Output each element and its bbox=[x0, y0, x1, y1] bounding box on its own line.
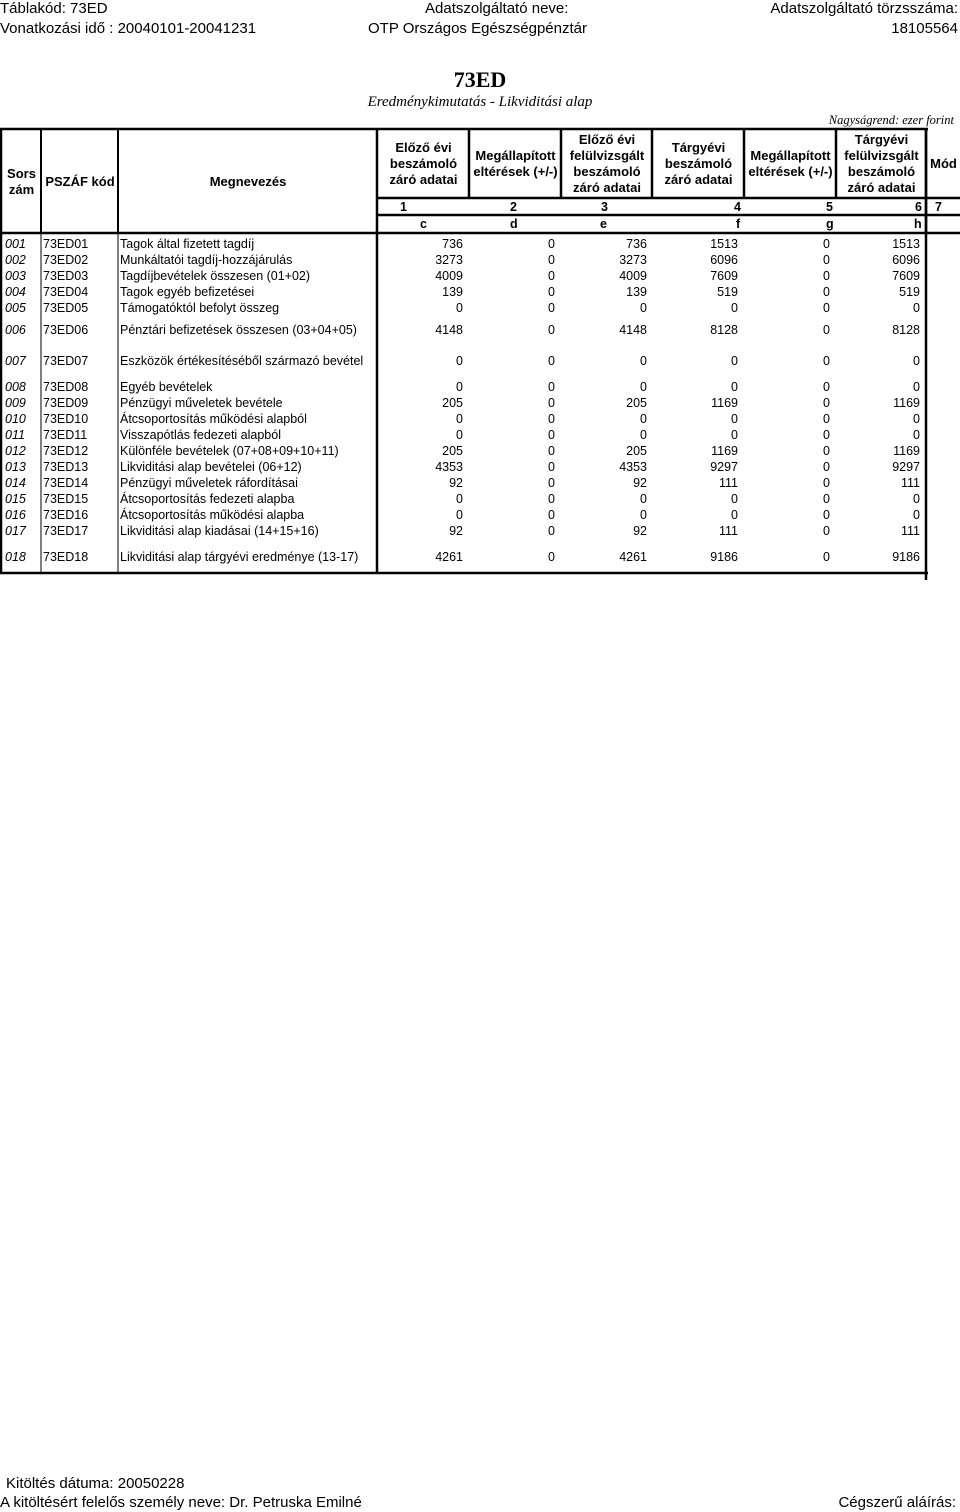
row-sorszam: 008 bbox=[5, 380, 26, 394]
row-megnevezes: Különféle bevételek (07+08+09+10+11) bbox=[120, 444, 339, 458]
col-letter: g bbox=[826, 217, 834, 231]
col-number: 4 bbox=[734, 200, 741, 214]
row-value-col-6: 519 bbox=[899, 285, 920, 299]
row-megnevezes: Tagok egyéb befizetései bbox=[120, 285, 255, 299]
row-value-col-2: 0 bbox=[548, 285, 555, 299]
row-value-col-5: 0 bbox=[823, 380, 830, 394]
row-megnevezes: Átcsoportosítás működési alapból bbox=[120, 412, 307, 426]
row-value-col-6: 1169 bbox=[893, 396, 920, 410]
row-pszaf-code: 73ED17 bbox=[43, 524, 89, 538]
row-value-col-2: 0 bbox=[548, 323, 555, 337]
col-sorszam-header: Sors zám bbox=[7, 165, 36, 197]
row-value-col-1: 3273 bbox=[435, 253, 463, 267]
table-row bbox=[0, 523, 928, 539]
col-number: 5 bbox=[826, 200, 833, 214]
row-value-col-5: 0 bbox=[823, 237, 830, 251]
row-value-col-3: 92 bbox=[633, 524, 647, 538]
row-value-col-5: 0 bbox=[823, 269, 830, 283]
table-row bbox=[0, 395, 928, 411]
row-value-col-4: 0 bbox=[731, 301, 738, 315]
row-value-col-3: 4009 bbox=[619, 269, 647, 283]
row-sorszam: 016 bbox=[5, 508, 26, 522]
row-megnevezes: Pénzügyi műveletek bevétele bbox=[120, 396, 283, 410]
row-value-col-1: 139 bbox=[442, 285, 463, 299]
row-pszaf-code: 73ED12 bbox=[43, 444, 89, 458]
row-value-col-4: 8128 bbox=[710, 323, 738, 337]
col-5-header: Megállapított eltérések (+/-) bbox=[748, 148, 833, 179]
row-sorszam: 014 bbox=[5, 476, 26, 490]
row-value-col-5: 0 bbox=[823, 412, 830, 426]
row-pszaf-code: 73ED16 bbox=[43, 508, 89, 522]
row-value-col-5: 0 bbox=[823, 524, 830, 538]
row-sorszam: 001 bbox=[5, 237, 26, 251]
row-pszaf-code: 73ED15 bbox=[43, 492, 89, 506]
table-row bbox=[0, 284, 928, 300]
row-value-col-6: 111 bbox=[900, 524, 920, 538]
row-megnevezes: Pénztári befizetések összesen (03+04+05) bbox=[120, 323, 357, 337]
unit-note: Nagyságrend: ezer forint bbox=[828, 113, 954, 127]
table-row bbox=[0, 379, 928, 395]
row-value-col-1: 92 bbox=[449, 476, 463, 490]
row-value-col-2: 0 bbox=[548, 550, 555, 564]
table-row bbox=[0, 268, 928, 284]
fill-date: Kitöltés dátuma: 20050228 bbox=[6, 1475, 185, 1492]
row-value-col-4: 0 bbox=[731, 412, 738, 426]
row-value-col-2: 0 bbox=[548, 269, 555, 283]
provider-name-label: Adatszolgáltató neve: bbox=[425, 0, 569, 17]
row-pszaf-code: 73ED18 bbox=[43, 550, 89, 564]
col-3-header: Előző évi felülvizsgált beszámoló záró adatai bbox=[569, 132, 645, 195]
row-sorszam: 005 bbox=[5, 301, 26, 315]
col-pszaf-header: PSZÁF kód bbox=[45, 173, 115, 189]
row-value-col-1: 0 bbox=[456, 301, 463, 315]
row-value-col-3: 0 bbox=[640, 428, 647, 442]
row-value-col-4: 111 bbox=[718, 524, 738, 538]
row-value-col-2: 0 bbox=[548, 476, 555, 490]
row-value-col-3: 0 bbox=[640, 412, 647, 426]
row-megnevezes: Munkáltatói tagdíj-hozzájárulás bbox=[120, 253, 293, 267]
row-sorszam: 009 bbox=[5, 396, 26, 410]
row-pszaf-code: 73ED01 bbox=[43, 237, 89, 251]
row-value-col-2: 0 bbox=[548, 253, 555, 267]
col-number: 6 bbox=[915, 200, 922, 214]
row-value-col-4: 0 bbox=[731, 492, 738, 506]
row-megnevezes: Likviditási alap tárgyévi eredménye (13-17) bbox=[120, 550, 359, 564]
row-value-col-4: 6096 bbox=[710, 253, 738, 267]
row-value-col-3: 139 bbox=[626, 285, 647, 299]
row-value-col-4: 9297 bbox=[710, 460, 738, 474]
row-value-col-2: 0 bbox=[548, 508, 555, 522]
row-value-col-2: 0 bbox=[548, 412, 555, 426]
row-value-col-3: 205 bbox=[626, 396, 647, 410]
row-value-col-1: 4148 bbox=[435, 323, 463, 337]
row-value-col-5: 0 bbox=[823, 492, 830, 506]
col-6-header: Tárgyévi felülvizsgált beszámoló záró adatai bbox=[844, 132, 919, 195]
row-value-col-5: 0 bbox=[823, 323, 830, 337]
col-mod-header: Mód bbox=[930, 156, 957, 171]
row-value-col-4: 0 bbox=[731, 354, 738, 368]
row-value-col-5: 0 bbox=[823, 460, 830, 474]
row-sorszam: 011 bbox=[5, 428, 25, 442]
row-value-col-5: 0 bbox=[823, 508, 830, 522]
row-value-col-6: 9297 bbox=[892, 460, 920, 474]
row-value-col-5: 0 bbox=[823, 285, 830, 299]
row-value-col-3: 0 bbox=[640, 508, 647, 522]
row-pszaf-code: 73ED06 bbox=[43, 323, 89, 337]
row-value-col-4: 0 bbox=[731, 380, 738, 394]
row-megnevezes: Likviditási alap bevételei (06+12) bbox=[120, 460, 302, 474]
col-number: 7 bbox=[935, 200, 942, 214]
row-value-col-3: 92 bbox=[633, 476, 647, 490]
row-value-col-2: 0 bbox=[548, 396, 555, 410]
table-row bbox=[0, 322, 928, 338]
row-pszaf-code: 73ED13 bbox=[43, 460, 89, 474]
row-value-col-6: 0 bbox=[913, 380, 920, 394]
row-sorszam: 004 bbox=[5, 285, 26, 299]
row-megnevezes: Eszközök értékesítéséből származó bevétel bbox=[120, 354, 364, 368]
row-value-col-4: 0 bbox=[731, 508, 738, 522]
row-pszaf-code: 73ED05 bbox=[43, 301, 89, 315]
row-megnevezes: Tagok által fizetett tagdíj bbox=[120, 237, 255, 251]
row-value-col-3: 736 bbox=[626, 237, 647, 251]
row-value-col-5: 0 bbox=[823, 476, 830, 490]
report-title: 73ED bbox=[453, 67, 507, 92]
col-letter: d bbox=[510, 217, 518, 231]
table-row bbox=[0, 411, 928, 427]
row-value-col-1: 0 bbox=[456, 354, 463, 368]
col-megnevezes-header: Megnevezés bbox=[209, 173, 287, 189]
row-value-col-1: 0 bbox=[456, 412, 463, 426]
row-sorszam: 012 bbox=[5, 444, 26, 458]
row-value-col-1: 0 bbox=[456, 492, 463, 506]
table-row bbox=[0, 475, 928, 491]
col-4-header: Tárgyévi beszámoló záró adatai bbox=[664, 140, 733, 187]
row-sorszam: 002 bbox=[5, 253, 26, 267]
col-2-header: Megállapított eltérések (+/-) bbox=[473, 148, 558, 179]
table-code: Táblakód: 73ED bbox=[0, 0, 108, 17]
row-value-col-6: 8128 bbox=[892, 323, 920, 337]
row-sorszam: 018 bbox=[5, 550, 26, 564]
row-value-col-4: 519 bbox=[717, 285, 738, 299]
row-value-col-5: 0 bbox=[823, 301, 830, 315]
row-pszaf-code: 73ED03 bbox=[43, 269, 89, 283]
signature-label: Cégszerű aláírás: bbox=[838, 1494, 956, 1511]
row-sorszam: 003 bbox=[5, 269, 26, 283]
col-1-header: Előző évi beszámoló záró adatai bbox=[389, 140, 458, 187]
row-sorszam: 006 bbox=[5, 323, 26, 337]
col-number: 3 bbox=[601, 200, 608, 214]
row-value-col-1: 4353 bbox=[435, 460, 463, 474]
row-value-col-6: 0 bbox=[913, 508, 920, 522]
row-megnevezes: Likviditási alap kiadásai (14+15+16) bbox=[120, 524, 319, 538]
row-value-col-3: 0 bbox=[640, 492, 647, 506]
registry-number: 18105564 bbox=[891, 20, 958, 37]
row-value-col-4: 0 bbox=[731, 428, 738, 442]
col-number: 2 bbox=[510, 200, 517, 214]
row-value-col-3: 0 bbox=[640, 380, 647, 394]
row-value-col-6: 1513 bbox=[892, 237, 920, 251]
row-value-col-3: 0 bbox=[640, 301, 647, 315]
row-value-col-6: 0 bbox=[913, 301, 920, 315]
table-row bbox=[0, 353, 928, 369]
row-megnevezes: Egyéb bevételek bbox=[120, 380, 213, 394]
row-value-col-2: 0 bbox=[548, 380, 555, 394]
registry-number-label: Adatszolgáltató törzsszáma: bbox=[770, 0, 958, 17]
row-value-col-3: 4353 bbox=[619, 460, 647, 474]
row-value-col-6: 9186 bbox=[892, 550, 920, 564]
row-megnevezes: Pénzügyi műveletek ráfordításai bbox=[120, 476, 298, 490]
row-megnevezes: Támogatóktól befolyt összeg bbox=[120, 301, 280, 315]
row-pszaf-code: 73ED02 bbox=[43, 253, 89, 267]
row-value-col-5: 0 bbox=[823, 428, 830, 442]
row-sorszam: 010 bbox=[5, 412, 26, 426]
row-pszaf-code: 73ED10 bbox=[43, 412, 89, 426]
row-value-col-3: 3273 bbox=[619, 253, 647, 267]
row-value-col-3: 205 bbox=[626, 444, 647, 458]
col-letter: e bbox=[600, 217, 607, 231]
row-value-col-6: 1169 bbox=[893, 444, 920, 458]
table-body bbox=[0, 0, 960, 580]
row-value-col-1: 92 bbox=[449, 524, 463, 538]
row-megnevezes: Visszapótlás fedezeti alapból bbox=[120, 428, 281, 442]
row-value-col-6: 0 bbox=[913, 492, 920, 506]
row-value-col-4: 1169 bbox=[711, 444, 738, 458]
row-value-col-2: 0 bbox=[548, 444, 555, 458]
row-value-col-3: 0 bbox=[640, 354, 647, 368]
row-pszaf-code: 73ED04 bbox=[43, 285, 89, 299]
table-row bbox=[0, 491, 928, 507]
row-pszaf-code: 73ED08 bbox=[43, 380, 89, 394]
row-megnevezes: Tagdíjbevételek összesen (01+02) bbox=[120, 269, 311, 283]
row-value-col-4: 9186 bbox=[710, 550, 738, 564]
row-sorszam: 017 bbox=[5, 524, 26, 538]
report-subtitle: Eredménykimutatás - Likviditási alap bbox=[367, 94, 593, 110]
row-value-col-4: 111 bbox=[718, 476, 738, 490]
row-value-col-1: 205 bbox=[442, 396, 463, 410]
row-value-col-2: 0 bbox=[548, 492, 555, 506]
row-value-col-6: 7609 bbox=[892, 269, 920, 283]
row-value-col-4: 7609 bbox=[710, 269, 738, 283]
row-value-col-1: 0 bbox=[456, 428, 463, 442]
responsible-person: A kitöltésért felelős személy neve: Dr. Petruska Emilné bbox=[0, 1494, 362, 1511]
provider-name: OTP Országos Egészségpénztár bbox=[368, 20, 587, 37]
row-value-col-6: 111 bbox=[900, 476, 920, 490]
row-value-col-5: 0 bbox=[823, 253, 830, 267]
row-value-col-1: 205 bbox=[442, 444, 463, 458]
table-row bbox=[0, 300, 928, 316]
table-row bbox=[0, 459, 928, 475]
table-row bbox=[0, 427, 928, 443]
row-pszaf-code: 73ED11 bbox=[43, 428, 88, 442]
row-value-col-5: 0 bbox=[823, 354, 830, 368]
row-sorszam: 015 bbox=[5, 492, 26, 506]
row-value-col-2: 0 bbox=[548, 524, 555, 538]
row-value-col-1: 0 bbox=[456, 380, 463, 394]
row-value-col-2: 0 bbox=[548, 237, 555, 251]
table-row bbox=[0, 236, 928, 252]
row-value-col-6: 6096 bbox=[892, 253, 920, 267]
col-letter: h bbox=[914, 217, 922, 231]
table-row bbox=[0, 443, 928, 459]
row-value-col-1: 4261 bbox=[435, 550, 463, 564]
col-letter: c bbox=[420, 217, 427, 231]
row-value-col-1: 0 bbox=[456, 508, 463, 522]
row-value-col-2: 0 bbox=[548, 354, 555, 368]
row-pszaf-code: 73ED14 bbox=[43, 476, 89, 490]
row-megnevezes: Átcsoportosítás fedezeti alapba bbox=[120, 492, 295, 506]
row-value-col-5: 0 bbox=[823, 396, 830, 410]
table-row bbox=[0, 252, 928, 268]
row-value-col-1: 4009 bbox=[435, 269, 463, 283]
row-sorszam: 013 bbox=[5, 460, 26, 474]
row-value-col-2: 0 bbox=[548, 460, 555, 474]
row-value-col-6: 0 bbox=[913, 354, 920, 368]
row-pszaf-code: 73ED07 bbox=[43, 354, 89, 368]
col-number: 1 bbox=[400, 200, 407, 214]
table-row bbox=[0, 549, 928, 565]
reference-period: Vonatkozási idő : 20040101-20041231 bbox=[0, 20, 257, 37]
row-value-col-4: 1169 bbox=[711, 396, 738, 410]
row-value-col-2: 0 bbox=[548, 428, 555, 442]
row-value-col-5: 0 bbox=[823, 550, 830, 564]
row-value-col-1: 736 bbox=[442, 237, 463, 251]
row-value-col-4: 1513 bbox=[710, 237, 738, 251]
row-pszaf-code: 73ED09 bbox=[43, 396, 89, 410]
row-value-col-5: 0 bbox=[823, 444, 830, 458]
row-value-col-3: 4148 bbox=[619, 323, 647, 337]
row-megnevezes: Átcsoportosítás működési alapba bbox=[120, 508, 305, 522]
row-value-col-6: 0 bbox=[913, 428, 920, 442]
table-row bbox=[0, 507, 928, 523]
row-value-col-2: 0 bbox=[548, 301, 555, 315]
row-sorszam: 007 bbox=[5, 354, 26, 368]
row-value-col-6: 0 bbox=[913, 412, 920, 426]
row-value-col-3: 4261 bbox=[619, 550, 647, 564]
col-letter: f bbox=[736, 217, 741, 231]
